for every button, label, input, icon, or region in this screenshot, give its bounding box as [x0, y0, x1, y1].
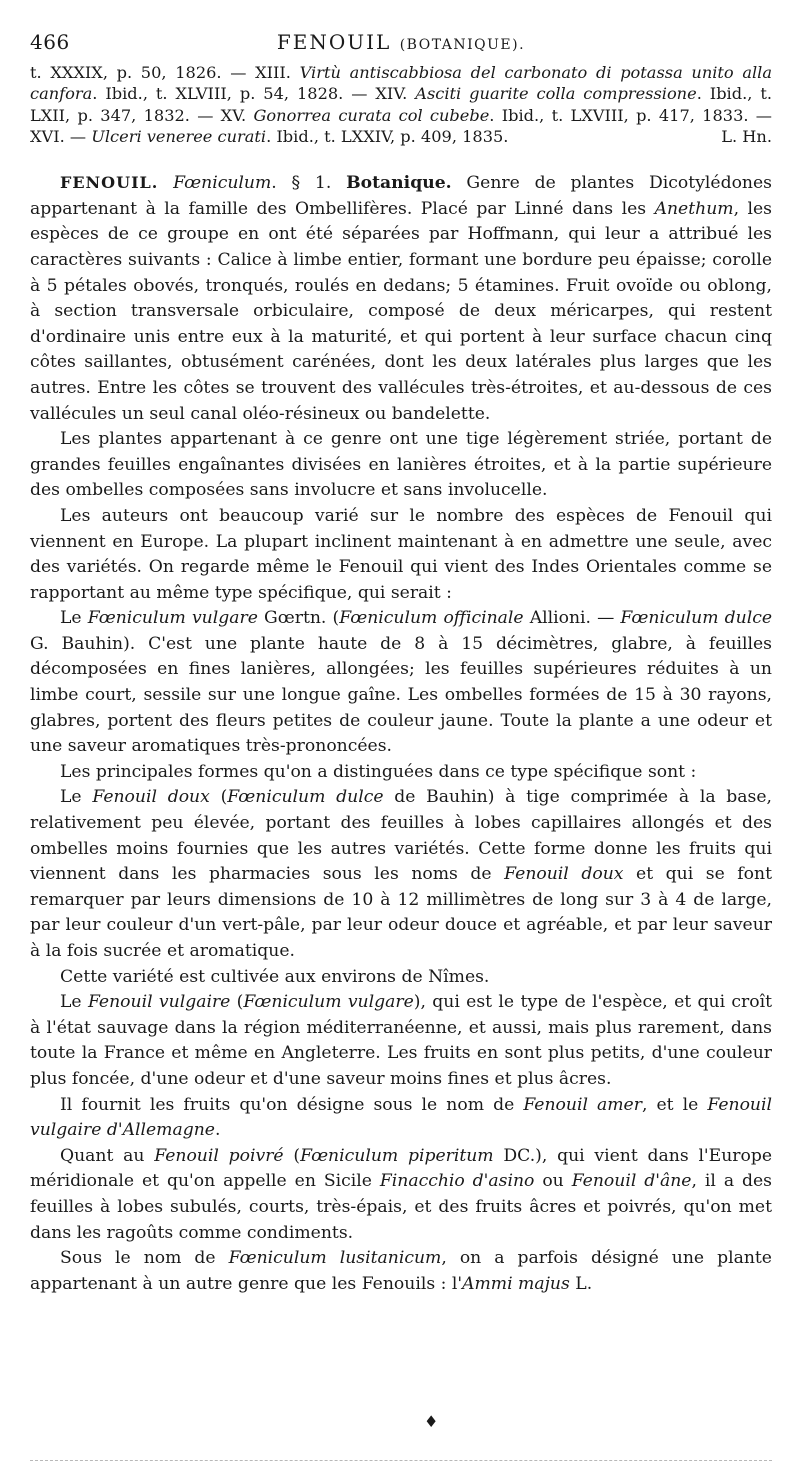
paragraph: Les plantes appartenant à ce genre ont une tige légèrement striée, portant de grandes feuilles engaînantes divisées en lanières étroites, et à la partie supérieure des ombelles composées sans involucre et sans involucelle. — [30, 429, 772, 501]
paragraph — [30, 990, 772, 1092]
italic-term: Fœniculum dulce — [620, 608, 773, 629]
text-run: Le — [60, 992, 88, 1013]
text-run: DC.), qui vient dans l'Europe méridionale et qu'on appelle en Sicile — [30, 1145, 773, 1192]
entry-paragraph: FENOUIL. Fœniculum. § 1. Botanique. Genre de plantes Dicotylédones appartenant à la famille des Ombellifères. Placé par Linné dans les Anethum, les espèces de ce groupe en ont été séparées par Hoffmann, qui leur a attribué les caractères suivants : Calice à limbe entier, formant une bordure peu épaisse; corolle à 5 pétales obovés, tronqués, roulés en dedans; 5 étamines. Fruit ovoïde ou oblong, à section transversale orbiculaire, composé de deux méricarpes, qui restent d'ordinaire unis entre eux à la maturité, et qui portent à leur surface chacun cinq côtes saillantes, obtusément carénées, dont les deux latérales plus larges que les autres. Entre les côtes se trouvent des vallécules très-étroites, et au-dessous de ces vallécules un seul canal oléo-résineux ou bandelette. — [30, 173, 772, 424]
ref-text: . Ibid., t. LXVIII, p. 417, 1833. — XVI. — — [30, 105, 772, 146]
text-run: Il fournit les fruits qu'on désigne sous le nom de — [60, 1094, 524, 1115]
bibliography-references — [30, 62, 772, 147]
italic-term: Ammi majus — [462, 1273, 570, 1294]
italic-term: Fœniculum officinale — [339, 608, 524, 629]
section-title: Botanique. — [346, 173, 452, 194]
ref-title: Virtù antiscabbiosa del carbonato di potassa unito alla canfora — [30, 63, 772, 104]
text-run: ou — [534, 1171, 572, 1192]
italic-term: Fœniculum piperitum — [300, 1145, 494, 1166]
text-run: et qui se font remarquer par leurs dimensions de 10 à 12 millimètres de long sur 3 à 4 de large, par leur couleur d'un vert-pâle, par leur odeur douce et agréable, et par leur saveur à la fois sucrée et aromatique. — [30, 864, 772, 961]
running-header — [30, 30, 772, 58]
italic-term: Fenouil amer — [523, 1094, 642, 1115]
text-run: de Bauhin) à tige comprimée à la base, relativement peu élevée, portant des feuilles à lobes capillaires allongés et des ombelles moins fournies que les autres variétés. Cette forme donne les fruits qui viennent dans les pharmacies sous les noms de — [30, 787, 773, 885]
ref-text: . Ibid., t. LXXIV, p. 409, 1835. — [266, 126, 509, 146]
ref-title: Gonorrea curata col cubebe — [253, 105, 490, 125]
page-number: 466 — [30, 30, 70, 54]
text-run: , les espèces de ce groupe en ont été séparées par Hoffmann, qui leur a attribué les caractères suivants : Calice à limbe entier, formant une bordure peu épaisse; corolle à 5 pétales obovés, tronqués, roulés en dedans; 5 étamines. Fruit ovoïde ou oblong, à section transversale orbiculaire, composé de deux méricarpes, qui restent d'ordinaire unis entre eux à la maturité, et qui portent à leur surface chacun cinq côtes saillantes, obtusément carénées, dont les deux latérales plus larges que les autres. Entre les côtes se trouvent des vallécules très-étroites, et au-dessous de ces vallécules un seul canal oléo-résineux ou bandelette. — [30, 198, 772, 424]
ref-title: Ulceri veneree curati — [91, 126, 267, 146]
body-text — [30, 62, 772, 1297]
italic-term: Fenouil poivré — [154, 1145, 284, 1166]
ref-text: t. XXXIX, p. 50, 1826. — XIII. — [30, 63, 300, 82]
text-run: , on a parfois désigné une plante appartenant à un autre genre que les Fenouils : l' — [30, 1248, 772, 1294]
running-title — [30, 30, 772, 54]
paragraph — [30, 606, 772, 760]
text-run: Le — [60, 787, 93, 808]
running-title-main: FENOUIL — [276, 30, 392, 54]
paragraph — [30, 1093, 772, 1144]
text-run: ( — [209, 787, 228, 808]
paragraph: Les auteurs ont beaucoup varié sur le nombre des espèces de Fenouil qui viennent en Europe. La plupart inclinent maintenant à en admettre une seule, avec des variétés. On regarde même le Fenouil qui vient des Indes Orientales comme se rapportant au même type spécifique, qui serait : — [30, 505, 772, 603]
text-run: . — [214, 1120, 221, 1141]
text-run: , et le — [641, 1094, 708, 1115]
ref-title: Asciti guarite colla compressione — [415, 84, 697, 104]
author-initials: L. Hn. — [721, 126, 772, 146]
entry-latin-name: Fœniculum — [173, 173, 272, 194]
text-run: ( — [230, 992, 244, 1013]
text-run: Allioni. — — [523, 608, 621, 629]
paragraph — [30, 1246, 772, 1297]
paragraph: Les principales formes qu'on a distinguées dans ce type spécifique sont : — [60, 761, 697, 782]
text-run: , il a des feuilles à lobes subulés, courts, très-épais, et des fruits âcres et poivrés, qu'on met dans les ragoûts comme condiments. — [30, 1171, 772, 1243]
italic-term: Fœniculum vulgare — [243, 992, 414, 1013]
italic-term: Fenouil doux — [92, 787, 210, 808]
bottom-divider — [30, 1460, 772, 1461]
text-run: Genre de plantes Dicotylédones appartenant à la famille des Ombellifères. Placé par Linné dans les — [30, 173, 772, 219]
text-run: Gœrtn. ( — [257, 608, 340, 629]
italic-term: Fœniculum lusitanicum — [228, 1248, 442, 1269]
text-run: G. Bauhin). C'est une plante haute de 8 à 15 décimètres, glabre, à feuilles décomposées en fines lanières, allongées; les feuilles supérieures réduites à un limbe court, sessile sur une longue gaîne. Les ombelles formées de 15 à 30 rayons, glabres, portent des fleurs petites de couleur jaune. Toute la plante a une odeur et une saveur aromatiques très-prononcées. — [30, 633, 772, 757]
text-run: ), qui est le type de l'espèce, et qui croît à l'état sauvage dans la région méditerranéenne, et aussi, mais plus rarement, dans toute la France et même en Angleterre. Les fruits en sont plus petits, d'une couleur plus foncée, d'une odeur et d'une saveur moins fines et plus âcres. — [30, 992, 773, 1089]
ref-text: . Ibid., t. XLVIII, p. 54, 1828. — XIV. — [92, 84, 416, 104]
entry-headword: FENOUIL. — [60, 173, 159, 193]
italic-term: Fœniculum dulce — [227, 787, 384, 808]
italic-term: Finacchio d'asino — [379, 1171, 535, 1192]
italic-term: Fenouil vulgaire — [87, 992, 231, 1013]
italic-term: Fenouil d'âne — [571, 1171, 692, 1192]
paragraph — [30, 785, 772, 964]
paragraph: Cette variété est cultivée aux environs de Nîmes. — [60, 966, 490, 987]
text-run: Quant au — [60, 1145, 155, 1166]
text-run: Le — [60, 608, 88, 629]
signature-mark: ♦ — [424, 1412, 439, 1431]
text-run: L. — [569, 1273, 593, 1294]
ref-text: . Ibid., t. LXII, p. 347, 1832. — XV. — [30, 84, 772, 125]
italic-term: Fenouil doux — [504, 864, 624, 885]
section-mark: § 1. — [291, 173, 332, 194]
text-run: Sous le nom de — [60, 1248, 229, 1269]
running-title-subject: (BOTANIQUE). — [399, 37, 526, 53]
text-run: ( — [283, 1145, 301, 1166]
italic-term: Fœniculum vulgare — [87, 608, 258, 629]
paragraph — [30, 1144, 772, 1246]
italic-term: Fenouil vulgaire d'Allemagne — [30, 1094, 772, 1141]
italic-term: Anethum — [654, 198, 734, 219]
